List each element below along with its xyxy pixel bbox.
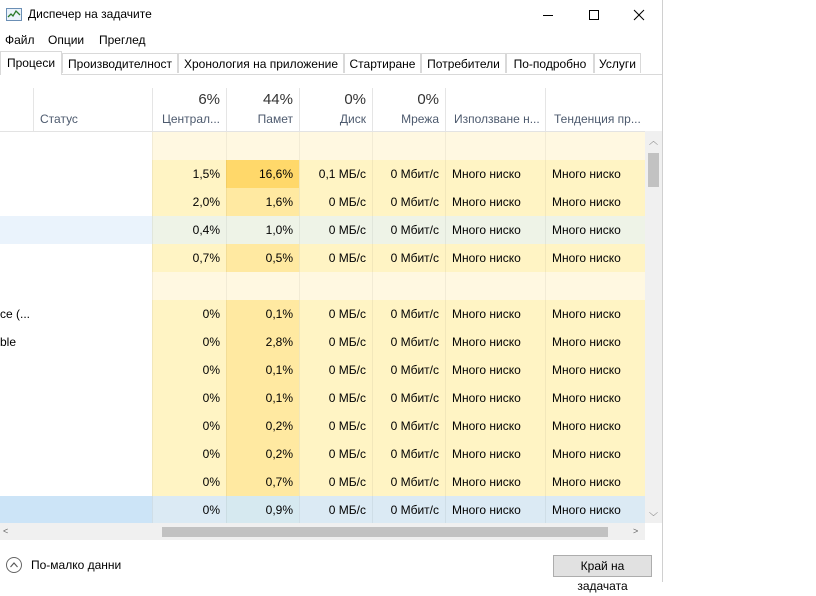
cell-cpu: 0% [152, 328, 226, 356]
menu-file[interactable]: Файл [5, 33, 35, 47]
header-power-column[interactable] [445, 88, 545, 131]
cell-power: Много ниско [445, 412, 545, 440]
cell-trend: Много ниско [545, 496, 645, 524]
cell-trend: Много ниско [545, 356, 645, 384]
process-name: ble [0, 335, 17, 349]
cell-cpu: 0% [152, 412, 226, 440]
cell-cpu: 0,4% [152, 216, 226, 244]
cell-disk [299, 272, 372, 300]
cell-cpu [152, 132, 226, 160]
maximize-icon[interactable] [571, 0, 617, 30]
cell-cpu: 0% [152, 468, 226, 496]
header-status-column[interactable] [33, 88, 152, 131]
fewer-details-button[interactable] [6, 557, 121, 573]
table-row[interactable] [0, 328, 645, 356]
cell-disk: 0 МБ/с [299, 412, 372, 440]
scroll-left-icon[interactable]: < [3, 526, 9, 536]
cell-net: 0 Мбит/с [372, 328, 445, 356]
tab-details[interactable]: По-подробно [506, 53, 594, 73]
header-memory-column[interactable] [226, 88, 299, 131]
cell-mem: 0,1% [226, 300, 299, 328]
header-network-column[interactable] [372, 88, 445, 131]
cell-cpu: 0% [152, 384, 226, 412]
scroll-down-icon[interactable]: ﹀ [649, 512, 659, 522]
table-row[interactable] [0, 468, 645, 496]
process-name [0, 468, 152, 496]
tab-performance[interactable]: Производителност [62, 53, 178, 73]
minimize-icon[interactable] [525, 0, 571, 30]
cell-trend: Много ниско [545, 328, 645, 356]
menu-options[interactable]: Опции [48, 33, 85, 47]
cell-disk: 0,1 МБ/с [299, 160, 372, 188]
cell-cpu: 0% [152, 440, 226, 468]
cell-trend: Много ниско [545, 440, 645, 468]
header-trend-column[interactable] [545, 88, 645, 131]
cell-net: 0 Мбит/с [372, 160, 445, 188]
cell-disk [299, 132, 372, 160]
title-bar[interactable] [0, 0, 662, 30]
end-task-button[interactable]: Край на задачата [553, 555, 652, 577]
cell-mem: 0,5% [226, 244, 299, 272]
cell-cpu: 2,0% [152, 188, 226, 216]
cell-net: 0 Мбит/с [372, 468, 445, 496]
header-cpu-percent: 6% [198, 91, 220, 108]
table-row[interactable] [0, 356, 645, 384]
header-memory-percent: 44% [262, 91, 293, 108]
tab-startup[interactable]: Стартиране [344, 53, 421, 73]
cell-power: Много ниско [445, 356, 545, 384]
table-row[interactable] [0, 188, 645, 216]
tab-processes[interactable]: Процеси [0, 51, 62, 75]
process-name [0, 132, 152, 160]
header-trend: Тенденция пр... [554, 112, 641, 126]
cell-disk: 0 МБ/с [299, 216, 372, 244]
cell-mem: 0,9% [226, 496, 299, 524]
tab-strip [0, 53, 662, 75]
horizontal-scrollbar[interactable] [0, 523, 645, 540]
cell-mem [226, 132, 299, 160]
cell-mem: 2,8% [226, 328, 299, 356]
vertical-scroll-thumb[interactable] [648, 153, 659, 187]
cell-net: 0 Мбит/с [372, 244, 445, 272]
header-network-percent: 0% [417, 91, 439, 108]
footer [0, 548, 662, 593]
cell-disk: 0 МБ/с [299, 328, 372, 356]
table-row[interactable] [0, 160, 645, 188]
table-row[interactable] [0, 300, 645, 328]
cell-net: 0 Мбит/с [372, 496, 445, 524]
cell-trend: Много ниско [545, 188, 645, 216]
tab-users[interactable]: Потребители [421, 53, 506, 73]
cell-trend: Много ниско [545, 244, 645, 272]
cell-net: 0 Мбит/с [372, 188, 445, 216]
cell-power [445, 132, 545, 160]
table-row[interactable] [0, 272, 645, 300]
cell-mem [226, 272, 299, 300]
process-name [0, 356, 152, 384]
cell-trend: Много ниско [545, 160, 645, 188]
table-row[interactable] [0, 412, 645, 440]
close-icon[interactable] [616, 0, 662, 30]
cell-power: Много ниско [445, 188, 545, 216]
process-name [0, 244, 152, 272]
process-name [0, 216, 152, 244]
cell-net [372, 272, 445, 300]
cell-disk: 0 МБ/с [299, 496, 372, 524]
cell-power: Много ниско [445, 216, 545, 244]
horizontal-scroll-thumb[interactable] [162, 527, 608, 537]
cell-power: Много ниско [445, 244, 545, 272]
process-name [0, 188, 152, 216]
cell-cpu: 1,5% [152, 160, 226, 188]
cell-power: Много ниско [445, 160, 545, 188]
cell-trend: Много ниско [545, 412, 645, 440]
scroll-up-icon[interactable]: ︿ [649, 136, 659, 146]
process-name [0, 160, 152, 188]
cell-power: Много ниско [445, 384, 545, 412]
cell-mem: 16,6% [226, 160, 299, 188]
header-cpu: Централ... [161, 112, 220, 126]
table-row[interactable] [0, 384, 645, 412]
process-name [0, 496, 152, 524]
cell-cpu [152, 272, 226, 300]
cell-power: Много ниско [445, 440, 545, 468]
chevron-up-icon [6, 557, 22, 573]
cell-disk: 0 МБ/с [299, 356, 372, 384]
cell-trend: Много ниско [545, 384, 645, 412]
cell-disk: 0 МБ/с [299, 188, 372, 216]
header-status: Статус [40, 112, 78, 126]
tab-app-history[interactable]: Хронология на приложение [178, 53, 344, 73]
cell-cpu: 0% [152, 356, 226, 384]
header-network: Мрежа [401, 112, 439, 126]
task-manager-app-icon [6, 8, 22, 21]
cell-power: Много ниско [445, 468, 545, 496]
scroll-right-icon[interactable]: > [633, 526, 639, 536]
cell-net: 0 Мбит/с [372, 356, 445, 384]
cell-power: Много ниско [445, 300, 545, 328]
table-row[interactable] [0, 216, 645, 244]
cell-disk: 0 МБ/с [299, 384, 372, 412]
process-table [0, 80, 645, 523]
menu-bar [0, 30, 662, 50]
cell-net: 0 Мбит/с [372, 216, 445, 244]
cell-mem: 0,1% [226, 384, 299, 412]
cell-net [372, 132, 445, 160]
vertical-scrollbar[interactable] [645, 131, 662, 523]
header-disk-percent: 0% [344, 91, 366, 108]
table-row[interactable] [0, 440, 645, 468]
cell-cpu: 0,7% [152, 244, 226, 272]
cell-disk: 0 МБ/с [299, 244, 372, 272]
table-row[interactable] [0, 244, 645, 272]
cell-trend [545, 272, 645, 300]
header-disk-column[interactable] [299, 88, 372, 131]
cell-net: 0 Мбит/с [372, 300, 445, 328]
cell-power: Много ниско [445, 496, 545, 524]
process-name [0, 384, 152, 412]
cell-cpu: 0% [152, 300, 226, 328]
menu-view[interactable]: Преглед [99, 33, 146, 47]
process-name [0, 440, 152, 468]
process-name: ce (... [0, 307, 31, 321]
header-disk: Диск [339, 112, 366, 126]
header-power: Използване н... [454, 112, 540, 126]
cell-trend: Много ниско [545, 216, 645, 244]
tab-services[interactable]: Услуги [594, 53, 641, 73]
cell-disk: 0 МБ/с [299, 440, 372, 468]
cell-mem: 1,6% [226, 188, 299, 216]
window-title: Диспечер на задачите [28, 7, 152, 21]
header-cpu-column[interactable] [152, 88, 226, 131]
table-row[interactable] [0, 496, 645, 524]
table-row[interactable] [0, 132, 645, 160]
table-header [0, 88, 645, 132]
cell-net: 0 Мбит/с [372, 412, 445, 440]
cell-net: 0 Мбит/с [372, 440, 445, 468]
cell-mem: 0,7% [226, 468, 299, 496]
cell-trend: Много ниско [545, 468, 645, 496]
fewer-details-label: По-малко данни [31, 558, 122, 572]
cell-net: 0 Мбит/с [372, 384, 445, 412]
cell-cpu: 0% [152, 496, 226, 524]
cell-power: Много ниско [445, 328, 545, 356]
header-name-column[interactable] [0, 88, 33, 131]
cell-mem: 0,2% [226, 440, 299, 468]
cell-power [445, 272, 545, 300]
cell-mem: 1,0% [226, 216, 299, 244]
cell-trend: Много ниско [545, 300, 645, 328]
process-name [0, 272, 152, 300]
cell-mem: 0,1% [226, 356, 299, 384]
cell-trend [545, 132, 645, 160]
cell-disk: 0 МБ/с [299, 468, 372, 496]
header-memory: Памет [257, 112, 293, 126]
cell-disk: 0 МБ/с [299, 300, 372, 328]
process-name [0, 412, 152, 440]
cell-mem: 0,2% [226, 412, 299, 440]
